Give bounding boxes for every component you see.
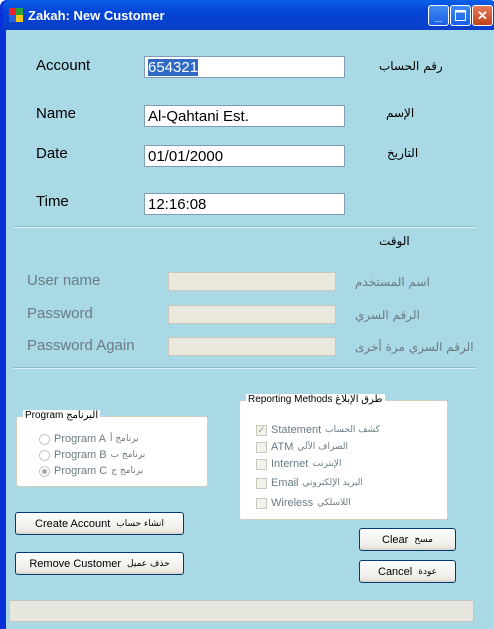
account-label: Account [36, 57, 91, 74]
create-account-button[interactable] [15, 512, 184, 535]
program-a-radio[interactable] [39, 434, 50, 445]
password-label-ar: الرقم السري [355, 308, 420, 322]
statement-label: Statement [271, 424, 322, 436]
wireless-label-ar: اللاسلكي [317, 498, 351, 508]
wireless-label: Wireless [271, 497, 314, 509]
account-value: 654321 [148, 59, 199, 76]
username-input[interactable] [168, 272, 336, 291]
maximize-icon [455, 10, 466, 21]
cancel-label: Cancel [378, 565, 413, 578]
program-b-radio[interactable] [39, 450, 50, 461]
wireless-checkbox[interactable] [256, 498, 267, 509]
clear-button[interactable] [359, 528, 456, 551]
password-again-label: Password Again [27, 337, 135, 354]
program-b-label-ar: برنامج ب [110, 450, 146, 460]
email-label: Email [271, 477, 299, 489]
program-b-label: Program B [54, 449, 107, 461]
program-c-label-ar: برنامج ج [111, 466, 144, 476]
program-c-label: Program C [54, 465, 108, 477]
separator-top [13, 226, 476, 228]
wireless-option[interactable] [256, 497, 351, 509]
cancel-label-ar: عودة [418, 566, 437, 577]
name-input[interactable]: Al-Qahtani Est. [144, 105, 345, 127]
clear-label-ar: مسح [414, 534, 433, 545]
separator-middle [13, 367, 476, 369]
time-label-ar: الوقت [379, 234, 410, 248]
statement-label-ar: كشف الحساب [325, 425, 380, 435]
cancel-button[interactable] [359, 560, 456, 583]
window-title: Zakah: New Customer [28, 8, 165, 23]
date-label: Date [36, 145, 68, 162]
program-b-option[interactable] [39, 449, 145, 461]
maximize-button[interactable] [450, 5, 471, 26]
title-bar[interactable] [3, 0, 494, 30]
program-c-radio[interactable] [39, 466, 50, 477]
internet-option[interactable] [256, 458, 341, 470]
program-a-label-ar: برنامج أ [109, 434, 139, 444]
form-client-area [6, 30, 494, 629]
atm-label-ar: الصراف الآلي [297, 442, 348, 452]
date-label-ar: التاريخ [387, 146, 419, 160]
date-input[interactable]: 01/01/2000 [144, 145, 345, 167]
password-again-input[interactable] [168, 337, 336, 356]
internet-label-ar: الإنترنت [312, 459, 342, 469]
atm-option[interactable] [256, 441, 348, 453]
reporting-legend: Reporting Methods طرق الإبلاغ [248, 394, 383, 405]
internet-label: Internet [271, 458, 309, 470]
account-label-ar: رقم الحساب [379, 59, 443, 73]
create-account-label-ar: انشاء حساب [116, 518, 164, 529]
account-input[interactable] [144, 56, 345, 78]
statement-checkbox[interactable]: ✓ [257, 424, 266, 436]
minimize-button[interactable] [428, 5, 449, 26]
password-label: Password [27, 305, 93, 322]
email-option[interactable] [256, 477, 363, 489]
remove-customer-button[interactable] [15, 552, 184, 575]
clear-label: Clear [382, 533, 409, 546]
name-label-ar: الإسم [386, 106, 415, 120]
internet-checkbox[interactable] [256, 459, 267, 470]
username-label-ar: اسم المستخدم [355, 275, 430, 289]
time-input[interactable]: 12:16:08 [144, 193, 345, 215]
email-label-ar: البريد الإلكتروني [302, 478, 363, 488]
statement-option[interactable] [256, 424, 380, 436]
close-icon: ✕ [477, 8, 488, 23]
program-a-label: Program A [54, 433, 106, 445]
app-icon [9, 8, 23, 22]
reporting-group [239, 394, 448, 520]
atm-checkbox[interactable] [256, 442, 267, 453]
close-button[interactable] [472, 5, 493, 26]
name-label: Name [36, 105, 77, 122]
password-again-label-ar: الرقم السري مرة أخرى [355, 340, 474, 354]
email-checkbox[interactable] [256, 478, 267, 489]
time-label: Time [36, 193, 69, 210]
username-label: User name [27, 272, 101, 289]
remove-customer-label: Remove Customer [29, 557, 122, 570]
program-legend: Program البرنامج [25, 410, 99, 421]
minimize-icon: _ [434, 8, 443, 23]
create-account-label: Create Account [35, 517, 111, 530]
program-c-option[interactable] [39, 465, 143, 477]
program-a-option[interactable] [39, 433, 139, 445]
status-bar [9, 600, 474, 622]
atm-label: ATM [271, 441, 294, 453]
password-input[interactable] [168, 305, 336, 324]
remove-customer-label-ar: حذف عميل [127, 558, 170, 569]
program-group [16, 410, 208, 487]
